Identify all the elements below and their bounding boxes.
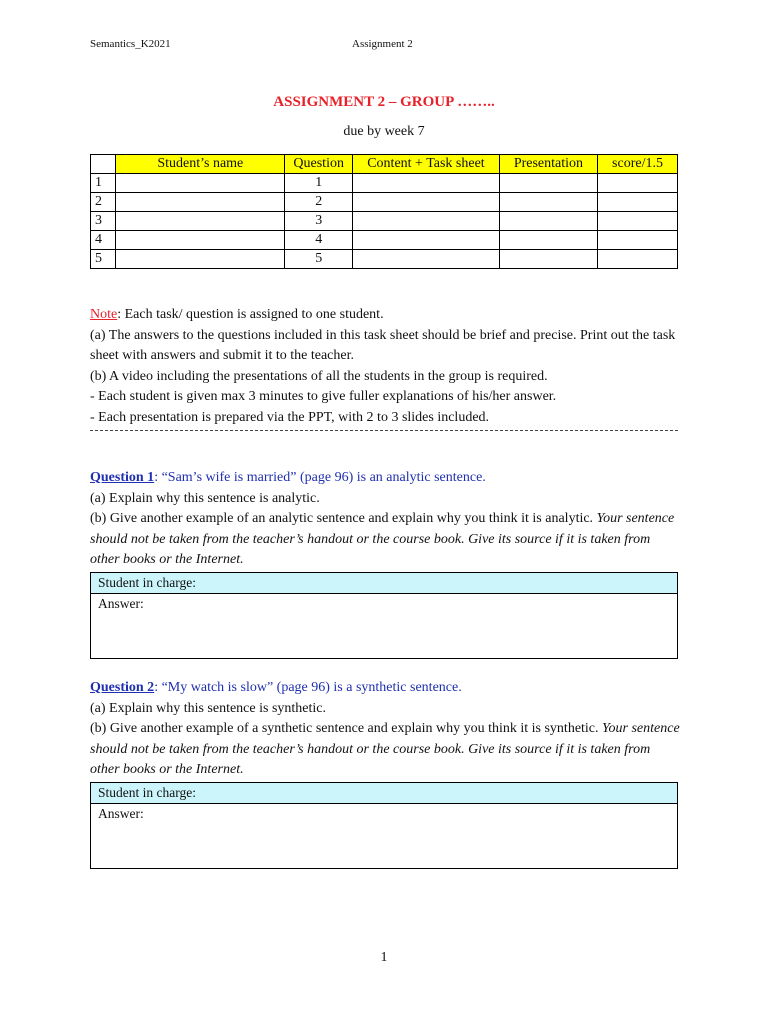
cell-student-name <box>116 250 285 269</box>
cell-presentation <box>499 231 597 250</box>
group-roster-table <box>90 154 678 269</box>
question-heading <box>90 468 682 489</box>
cell-content <box>353 174 500 193</box>
header-score: score/1.5 <box>598 155 678 174</box>
dashed-divider <box>90 430 678 431</box>
row-index: 4 <box>91 231 116 250</box>
cell-score <box>598 250 678 269</box>
header-presentation: Presentation <box>499 155 597 174</box>
question-part-b <box>90 509 682 571</box>
note-section <box>90 305 680 428</box>
cell-content <box>353 231 500 250</box>
question-label: Question 1 <box>90 470 155 485</box>
question-part-b-text: (b) Give another example of a synthetic sentence and explain why you think it is synthetic. <box>90 721 603 736</box>
question-label: Question 2 <box>90 680 155 695</box>
table-row <box>91 193 678 212</box>
cell-content <box>353 212 500 231</box>
cell-question: 4 <box>285 231 353 250</box>
cell-student-name <box>116 193 285 212</box>
row-index: 2 <box>91 193 116 212</box>
header-index <box>91 155 116 174</box>
table-header-row <box>91 155 678 174</box>
cell-presentation <box>499 250 597 269</box>
answer-box-2 <box>90 782 678 869</box>
due-date: due by week 7 <box>343 124 425 139</box>
answer-field[interactable]: Answer: <box>98 806 144 821</box>
row-index: 3 <box>91 212 116 231</box>
answer-box-1 <box>90 572 678 659</box>
row-index: 1 <box>91 174 116 193</box>
question-part-b <box>90 719 682 781</box>
table-row <box>91 250 678 269</box>
cell-content <box>353 250 500 269</box>
cell-presentation <box>499 174 597 193</box>
cell-presentation <box>499 212 597 231</box>
cell-question: 3 <box>285 212 353 231</box>
header-student-name: Student’s name <box>116 155 285 174</box>
cell-question: 2 <box>285 193 353 212</box>
note-line: - Each student is given max 3 minutes to give fuller explanations of his/her answer. <box>90 389 557 404</box>
question-part-b-instruction: Your sentence should not be taken from the teacher’s handout or the course book. Give its source if it is taken from other books or the Internet. <box>90 721 680 777</box>
cell-question: 5 <box>285 250 353 269</box>
table-row <box>91 174 678 193</box>
question-prompt: : “Sam’s wife is married” (page 96) is an analytic sentence. <box>154 470 486 485</box>
header-question: Question <box>285 155 353 174</box>
page-title: ASSIGNMENT 2 – GROUP …….. <box>273 94 495 110</box>
question-part-a: (a) Explain why this sentence is synthetic. <box>90 700 326 716</box>
question-part-a: (a) Explain why this sentence is analytic. <box>90 490 320 506</box>
question-part-b-instruction: Your sentence should not be taken from the teacher’s handout or the course book. Give its source if it is taken from other books or the Internet. <box>90 511 675 567</box>
note-intro <box>90 305 680 326</box>
note-label: Note <box>90 307 118 322</box>
question-prompt: : “My watch is slow” (page 96) is a synthetic sentence. <box>154 680 462 695</box>
table-row <box>91 212 678 231</box>
student-in-charge-field[interactable]: Student in charge: <box>91 573 677 594</box>
question-part-b-text: (b) Give another example of an analytic sentence and explain why you think it is analytic. <box>90 511 597 526</box>
cell-student-name <box>116 212 285 231</box>
table-row <box>91 231 678 250</box>
note-intro-text: : Each task/ question is assigned to one student. <box>117 307 384 322</box>
question-heading <box>90 678 682 699</box>
cell-presentation <box>499 193 597 212</box>
note-line: - Each presentation is prepared via the PPT, with 2 to 3 slides included. <box>90 409 490 425</box>
page-number: 1 <box>380 950 388 965</box>
student-in-charge-field[interactable]: Student in charge: <box>91 783 677 804</box>
cell-student-name <box>116 231 285 250</box>
note-line: (b) A video including the presentations of all the students in the group is required. <box>90 368 548 384</box>
answer-field[interactable]: Answer: <box>98 596 144 611</box>
cell-score <box>598 231 678 250</box>
row-index: 5 <box>91 250 116 269</box>
question-1 <box>90 468 682 571</box>
cell-score <box>598 212 678 231</box>
cell-score <box>598 193 678 212</box>
cell-question: 1 <box>285 174 353 193</box>
header-course: Semantics_K2021 <box>90 38 171 50</box>
cell-student-name <box>116 174 285 193</box>
header-content: Content + Task sheet <box>353 155 500 174</box>
cell-score <box>598 174 678 193</box>
question-2 <box>90 678 682 781</box>
cell-content <box>353 193 500 212</box>
header-assignment: Assignment 2 <box>352 38 413 50</box>
note-line: (a) The answers to the questions included in this task sheet should be brief and precise. Print out the task sheet with answers and submit it to the teacher. <box>90 327 676 363</box>
